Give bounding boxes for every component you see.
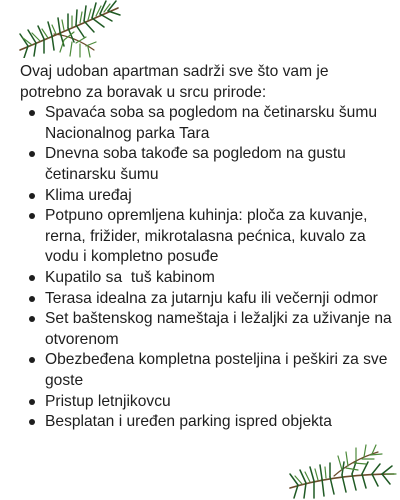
bullet-icon: [29, 357, 35, 363]
bullet-icon: [29, 275, 35, 281]
list-item-text: Dnevna soba takođe sa pogledom na gustu četinarsku šumu: [45, 145, 346, 183]
list-item: [45, 206, 392, 268]
description: [20, 62, 392, 433]
intro-text: Ovaj udoban apartman sadrži sve što vam je potrebno za boravak u srcu prirode:: [20, 63, 329, 101]
list-item-text: Set baštenskog nameštaja i ležaljki za uživanje na otvorenom: [45, 310, 392, 348]
pine-branch-icon: [286, 444, 398, 500]
amenities-list: [20, 103, 392, 433]
list-item: [45, 144, 392, 185]
list-item: [45, 268, 392, 289]
list-item-text: Klima uređaj: [45, 186, 132, 204]
list-item-text: Pristup letnjikovcu: [45, 392, 171, 410]
list-item-text: Kupatilo sa tuš kabinom: [45, 268, 215, 286]
list-item-text: Potpuno opremljena kuhinja: ploča za kuvanje, rerna, frižider, mikrotalasna pećnica, kuvalo za vodu i kompletno posuđe: [45, 207, 368, 266]
bullet-icon: [29, 399, 35, 405]
bullet-icon: [29, 419, 35, 425]
list-item: [45, 309, 392, 350]
list-item-text: Spavaća soba sa pogledom na četinarsku šumu Nacionalnog parka Tara: [45, 104, 377, 142]
list-item-text: Besplatan i uređen parking ispred objekta: [45, 413, 332, 431]
bullet-icon: [29, 296, 35, 302]
bullet-icon: [29, 316, 35, 322]
list-item-text: Obezbeđena kompletna posteljina i peškiri za sve goste: [45, 351, 388, 389]
bullet-icon: [29, 193, 35, 199]
list-item: [45, 392, 392, 413]
pine-branch-icon: [14, 0, 124, 58]
bullet-icon: [29, 151, 35, 157]
list-item: [45, 289, 392, 310]
bullet-icon: [29, 213, 35, 219]
list-item-text: Terasa idealna za jutarnju kafu ili večernji odmor: [45, 289, 378, 307]
list-item: [45, 412, 392, 433]
list-item: [45, 186, 392, 207]
list-item: [45, 350, 392, 391]
bullet-icon: [29, 110, 35, 116]
list-item: [45, 103, 392, 144]
